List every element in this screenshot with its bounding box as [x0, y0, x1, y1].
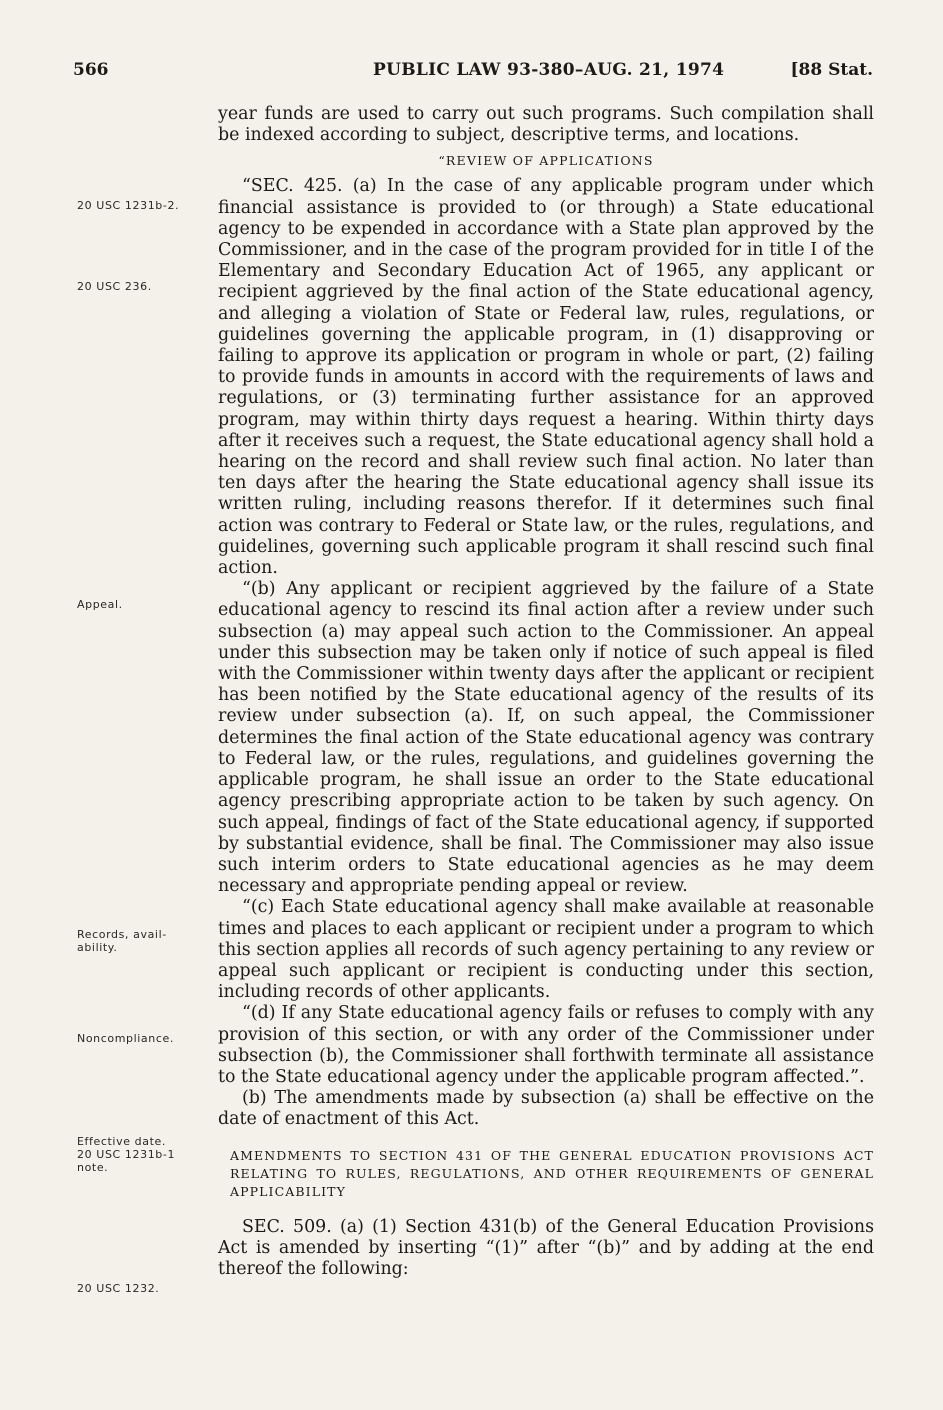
- paragraph-d: “(d) If any State educational agency fails or refuses to comply with any provision of this section, or with any order of the Commissioner under subsection (b), the Commissioner shall forthwith terminate all assistance to the State educational agency under the applicable program affected.”.: [218, 1003, 874, 1087]
- section-heading: “REVIEW OF APPLICATIONS: [438, 153, 654, 169]
- margin-note-noncompliance: Noncompliance.: [77, 1032, 174, 1045]
- margin-note-citation: 20 USC 236.: [77, 280, 152, 293]
- paragraph-effective-date: (b) The amendments made by subsection (a) shall be effective on the date of enactment of this Act.: [218, 1088, 874, 1130]
- page-header: [73, 60, 873, 86]
- page-title: PUBLIC LAW 93-380–AUG. 21, 1974: [373, 60, 725, 80]
- body-text: [218, 104, 874, 1280]
- margin-note-appeal: Appeal.: [77, 598, 123, 611]
- margin-note-line: note.: [77, 1161, 109, 1174]
- page-number: 566: [73, 60, 109, 80]
- section-509-paragraph: SEC. 509. (a) (1) Section 431(b) of the General Education Provisions Act is amended by inserting “(1)” after “(b)” and by adding at the end thereof the following:: [218, 1216, 874, 1279]
- margin-note-records: [77, 928, 209, 954]
- margin-note-line: Effective date.: [77, 1135, 166, 1148]
- margin-note-citation: 20 USC 1231b-2.: [77, 199, 180, 212]
- margin-note-line: ability.: [77, 941, 118, 954]
- margin-note-effective-date: [77, 1135, 209, 1174]
- paragraph: year funds are used to carry out such programs. Such compilation shall be indexed according to subject, descriptive terms, and locations.: [218, 104, 874, 146]
- paragraph-b: “(b) Any applicant or recipient aggrieved by the failure of a State educational agency to rescind its final action after a review under such subsection (a) may appeal such action to the Commissioner. An appeal under this subsection may be taken only if notice of such appeal is filed with the Commissioner within twenty days after the applicant or recipient has been notified by the State educational agency of the results of its review under subsection (a). If, on such appeal, the Commissioner determines the final action of the State educational agency was contrary to Federal law, or the rules, regulations, and guidelines governing the applicable program, he shall issue an order to the State educational agency prescribing appropriate action to be taken by such agency. On such appeal, findings of fact of the State educational agency, if supported by substantial evidence, shall be final. The Commissioner may also issue such interim orders to State educational agencies as he may deem necessary and appropriate pending appeal or review.: [218, 579, 874, 897]
- amendments-heading: AMENDMENTS TO SECTION 431 OF THE GENERAL EDUCATION PROVISIONS ACT RELATING TO RULES, REGULATIONS, AND OTHER REQUIREMENTS OF GENERAL APPLICABILITY: [230, 1147, 874, 1199]
- margin-note-citation: 20 USC 1232.: [77, 1282, 160, 1295]
- margin-note-line: Records, avail-: [77, 928, 167, 941]
- paragraph-c: “(c) Each State educational agency shall make available at reasonable times and places to each applicant or recipient under a program to which this section applies all records of such agency pertaining to any review or appeal such applicant or recipient is conducting under this section, including records of other applicants.: [218, 897, 874, 1003]
- section-425-paragraph: “SEC. 425. (a) In the case of any applicable program under which financial assistance is provided to (or through) a State educational agency to be expended in accordance with a State plan approved by the Commissioner, and in the case of the program provided for in title I of the Elementary and Secondary Education Act of 1965, any applicant or recipient aggrieved by the final action of the State educational agency, and alleging a violation of State or Federal law, rules, regulations, or guidelines governing the applicable program, in (1) disapproving or failing to approve its application or program in whole or part, (2) failing to provide funds in amounts in accord with the requirements of laws and regulations, or (3) terminating further assistance for an approved program, may within thirty days request a hearing. Within thirty days after it receives such a request, the State educational agency shall hold a hearing on the record and shall review such final action. No later than ten days after the hearing the State educational agency shall issue its written ruling, including reasons therefor. If it determines such final action was contrary to Federal or State law, or the rules, regulations, and guidelines, governing such applicable program it shall rescind such final action.: [218, 176, 874, 579]
- margin-note-line: 20 USC 1231b-1: [77, 1148, 176, 1161]
- statute-reference: [88 Stat.: [790, 60, 873, 80]
